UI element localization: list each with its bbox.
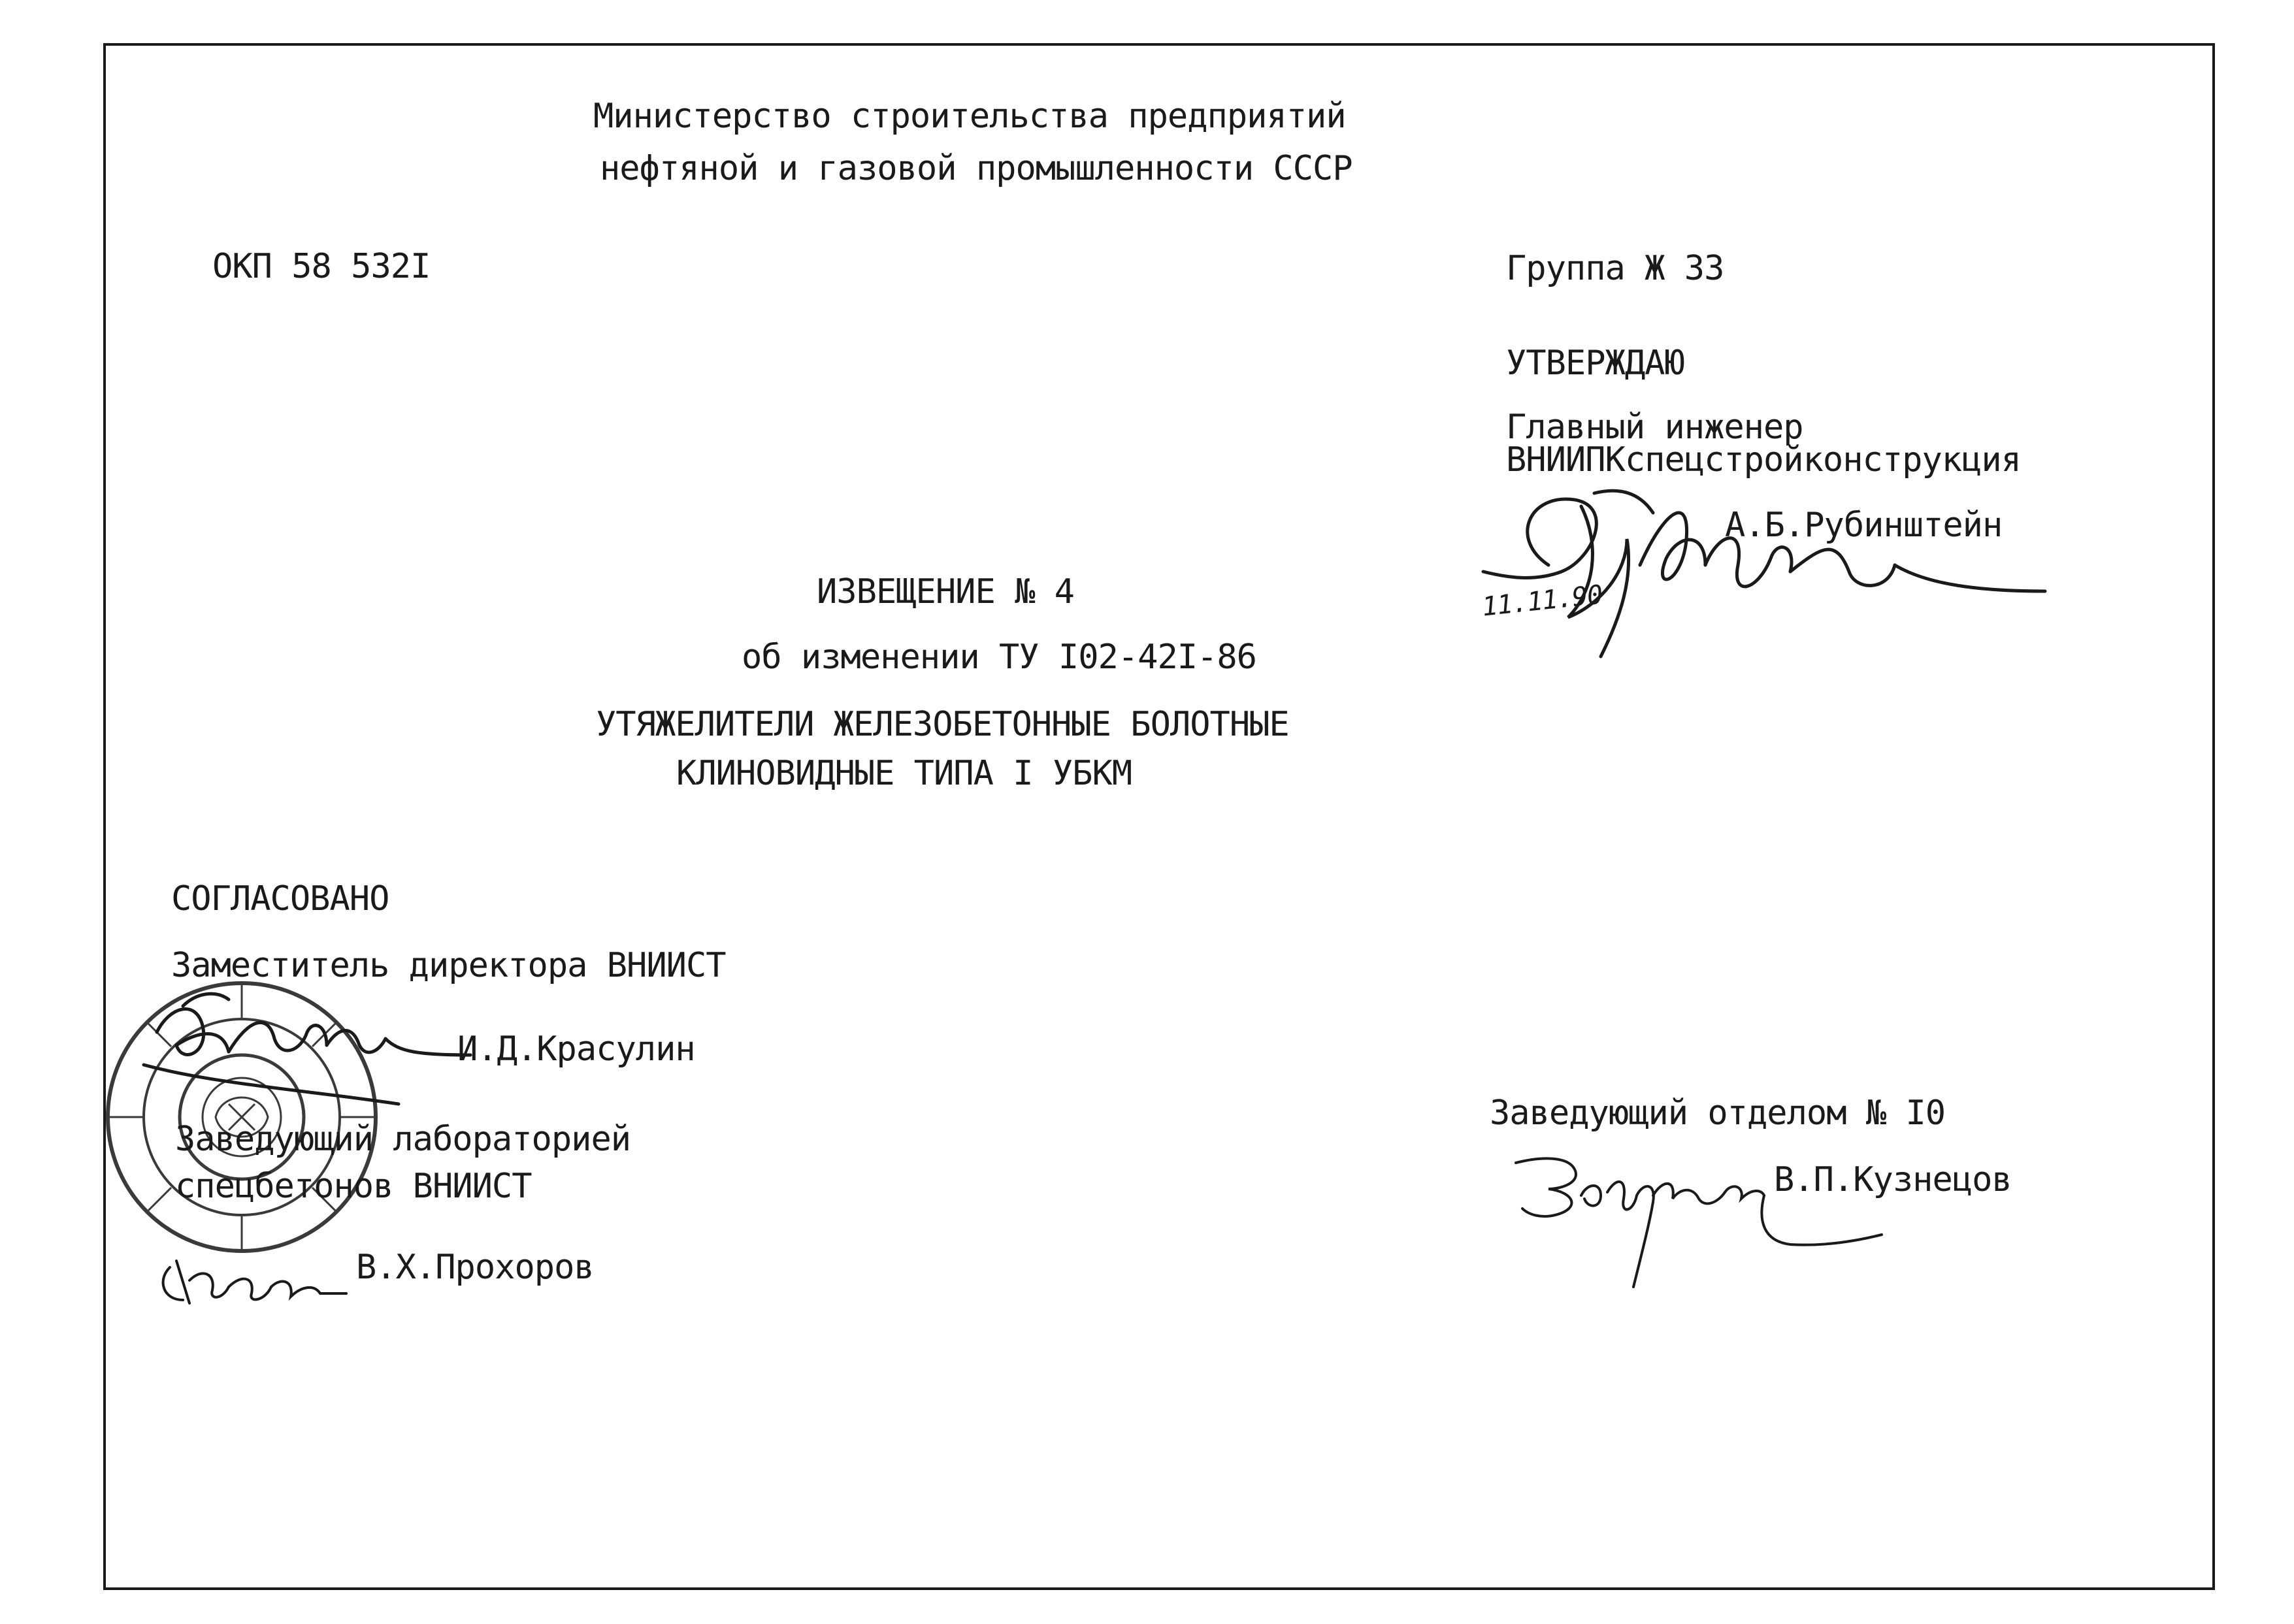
signature-rubinshtein [1470,467,2058,663]
notice-subject: об изменении ТУ I02-42I-86 [742,638,1256,677]
signature-kuznetsov [1503,1137,1895,1293]
approval-position-line-1: Главный инженер [1506,408,1803,447]
deputy-position: Заместитель директора ВНИИСТ [171,946,726,985]
signature-krasulin [118,980,483,1111]
ministry-line-2: нефтяной и газовой промышленности СССР [600,149,1352,188]
approval-name: А.Б.Рубинштейн [1725,506,2003,545]
lab-position-line-2: спецбетонов ВНИИСТ [175,1167,532,1206]
lab-name: В.Х.Прохоров [356,1248,594,1287]
deputy-name: И.Д.Красулин [457,1030,695,1069]
product-line-2: КЛИНОВИДНЫЕ ТИПА I УБКМ [676,754,1132,793]
approval-date: 11.11.90 [1481,579,1604,623]
lab-position-line-1: Заведующий лабораторией [175,1120,631,1159]
department-position: Заведующий отделом № I0 [1490,1094,1946,1133]
product-line-1: УТЯЖЕЛИТЕЛИ ЖЕЛЕЗОБЕТОННЫЕ БОЛОТНЫЕ [596,705,1289,744]
group-code: Группа Ж 33 [1506,249,1724,288]
okp-code: ОКП 58 532I [212,247,431,286]
agreed-heading: СОГЛАСОВАНО [171,879,389,918]
signature-prokhorov [150,1241,359,1320]
department-name: В.П.Кузнецов [1774,1160,2012,1199]
approval-heading: УТВЕРЖДАЮ [1506,344,1684,383]
notice-title: ИЗВЕЩЕНИЕ № 4 [817,572,1074,611]
ministry-line-1: Министерство строительства предприятий [593,97,1346,136]
approval-position-line-2: ВНИИПКспецстройконструкция [1506,440,2021,479]
